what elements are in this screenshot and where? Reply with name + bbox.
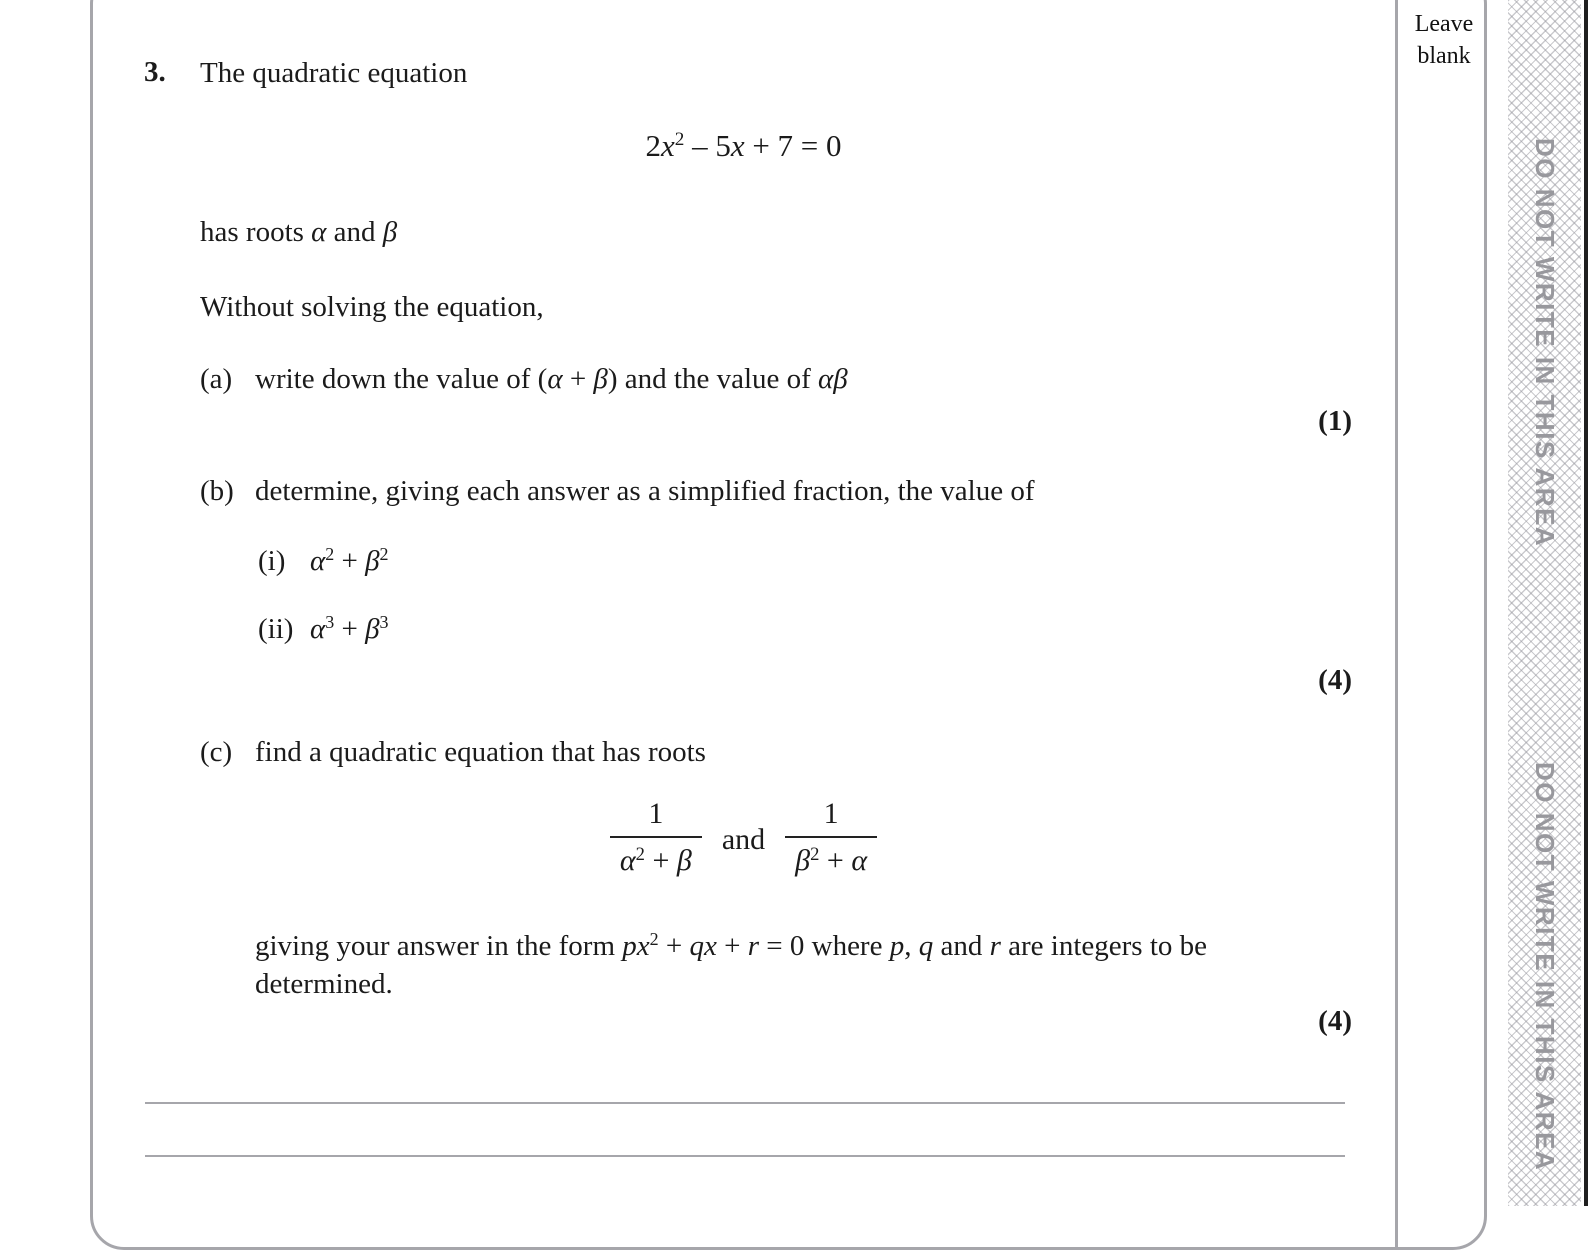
answer-line bbox=[145, 1102, 1345, 1104]
item-i-label: (i) bbox=[258, 545, 286, 577]
roots-line: has roots α and β bbox=[200, 216, 398, 248]
fraction-2-denominator: $\beta^2 + \alpha$ bbox=[785, 836, 877, 878]
do-not-write-watermark: DO NOT WRITE IN THIS AREA bbox=[1530, 138, 1560, 548]
item-ii-label: (ii) bbox=[258, 613, 294, 645]
part-c-closing-line2: determined. bbox=[255, 968, 393, 1000]
leave-blank-label bbox=[1398, 8, 1490, 72]
part-c-closing-line1: giving your answer in the form $px^2$ + qx + r = 0 where p, q and r are integers to be bbox=[255, 929, 1208, 962]
column-divider bbox=[1395, 0, 1398, 1250]
item-ii-expr: $\alpha^3 + \beta^3$ bbox=[310, 612, 389, 645]
equation: $2x^2 - 5x + 7 = 0$ bbox=[645, 128, 842, 163]
page-edge-line bbox=[1584, 0, 1588, 1206]
part-b-label: (b) bbox=[200, 475, 234, 507]
leave-blank-line1: Leave bbox=[1414, 11, 1474, 37]
and-separator: and bbox=[721, 822, 766, 856]
part-a-marks: (1) bbox=[1318, 405, 1352, 437]
without-line: Without solving the equation, bbox=[200, 291, 544, 323]
part-c-label: (c) bbox=[200, 736, 233, 768]
hatch-strip bbox=[1508, 0, 1581, 1206]
part-b bbox=[200, 474, 1035, 508]
fraction-1 bbox=[610, 797, 702, 878]
part-b-text: determine, giving each answer as a simplified fraction, the value of bbox=[255, 475, 1035, 507]
fraction-1-numerator: 1 bbox=[648, 797, 664, 830]
roots-fractions bbox=[90, 797, 1397, 878]
part-a-label: (a) bbox=[200, 363, 233, 395]
fraction-2-numerator: 1 bbox=[823, 797, 839, 830]
part-c-marks: (4) bbox=[1318, 1005, 1352, 1037]
fraction-1-denominator: $\alpha^2 + \beta$ bbox=[610, 836, 702, 878]
fraction-2 bbox=[785, 797, 877, 878]
leave-blank-line2: blank bbox=[1417, 43, 1471, 69]
question-number: 3. bbox=[144, 56, 166, 88]
part-a-text: write down the value of (α + β) and the value of αβ bbox=[255, 363, 848, 395]
part-b-marks: (4) bbox=[1318, 664, 1352, 696]
question-intro: The quadratic equation bbox=[200, 57, 468, 89]
item-i-expr: $\alpha^2 + \beta^2$ bbox=[310, 544, 389, 577]
part-c-text: find a quadratic equation that has roots bbox=[255, 736, 706, 768]
do-not-write-watermark: DO NOT WRITE IN THIS AREA bbox=[1530, 762, 1560, 1172]
item-i bbox=[258, 543, 389, 579]
part-a bbox=[200, 362, 848, 396]
item-ii bbox=[258, 611, 389, 647]
answer-line bbox=[145, 1155, 1345, 1157]
part-c bbox=[200, 735, 706, 769]
